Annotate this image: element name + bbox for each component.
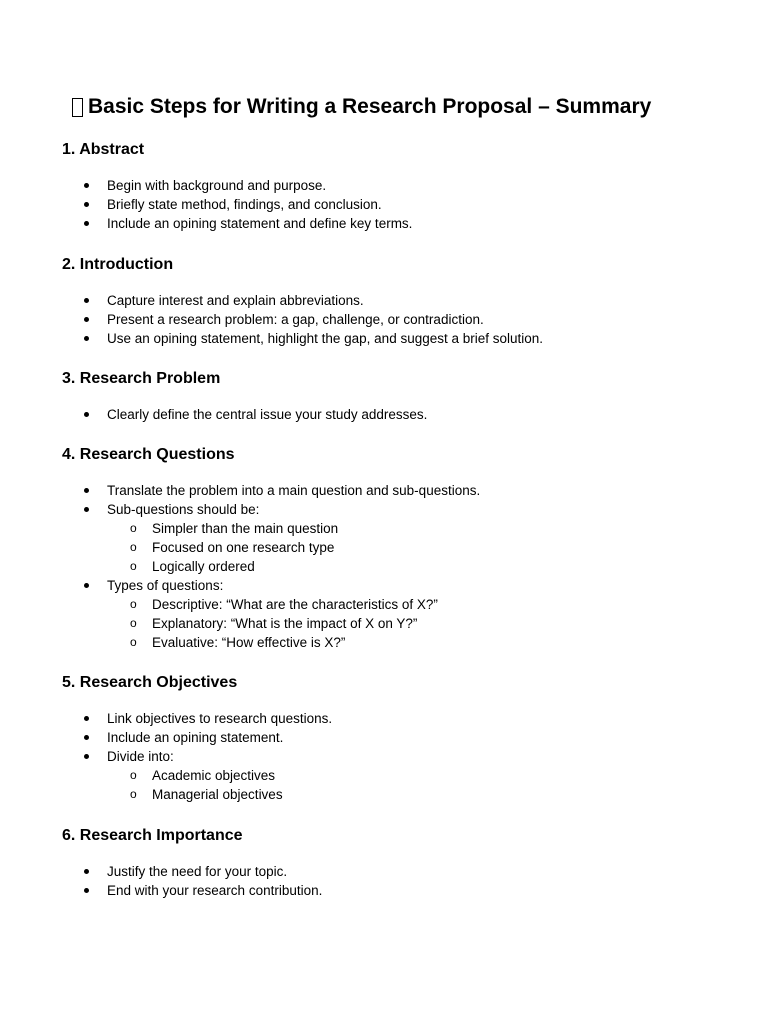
bullet-icon xyxy=(84,488,89,493)
list-item-text: Sub-questions should be: xyxy=(107,502,260,517)
sub-list xyxy=(107,766,722,804)
list-item-text: Briefly state method, findings, and conclusion. xyxy=(107,197,382,212)
list-item-text: Justify the need for your topic. xyxy=(107,864,288,879)
bullet-list xyxy=(62,405,722,424)
sub-list-item xyxy=(107,633,722,652)
section-heading: 5. Research Objectives xyxy=(62,674,238,691)
sub-list-item-text: Descriptive: “What are the characteristics of X?” xyxy=(152,597,438,612)
section-abstract xyxy=(62,140,722,233)
bullet-icon xyxy=(84,583,89,588)
bullet-icon xyxy=(84,735,89,740)
sub-list-item-text: Logically ordered xyxy=(152,559,255,574)
bullet-icon xyxy=(84,888,89,893)
bullet-icon xyxy=(84,298,89,303)
document-title-text: Basic Steps for Writing a Research Proposal – Summary xyxy=(88,95,652,118)
list-item-text: Include an opining statement. xyxy=(107,730,284,745)
hollow-bullet-icon: o xyxy=(130,521,137,535)
section-heading: 6. Research Importance xyxy=(62,827,243,844)
bullet-icon xyxy=(84,221,89,226)
sub-list-item-text: Simpler than the main question xyxy=(152,521,339,536)
section-heading: 2. Introduction xyxy=(62,256,174,273)
sub-list-item xyxy=(107,557,722,576)
list-item xyxy=(62,576,722,652)
bullet-list xyxy=(62,709,722,804)
bullet-icon xyxy=(84,869,89,874)
list-item-text: Include an opining statement and define key terms. xyxy=(107,216,413,231)
bullet-list xyxy=(62,862,722,900)
hollow-bullet-icon: o xyxy=(130,597,137,611)
sub-list-item xyxy=(107,785,722,804)
section-heading: 4. Research Questions xyxy=(62,446,235,463)
bullet-icon xyxy=(84,183,89,188)
bullet-icon xyxy=(84,507,89,512)
list-item xyxy=(62,709,722,728)
section-research-objectives xyxy=(62,673,722,804)
list-item xyxy=(62,862,722,881)
section-research-questions xyxy=(62,445,722,652)
hollow-bullet-icon: o xyxy=(130,635,137,649)
sub-list-item-text: Evaluative: “How effective is X?” xyxy=(152,635,346,650)
list-item xyxy=(62,500,722,576)
list-item-text: Use an opining statement, highlight the gap, and suggest a brief solution. xyxy=(107,331,544,346)
sub-list-item xyxy=(107,614,722,633)
sub-list-item-text: Academic objectives xyxy=(152,768,276,783)
list-item-text: End with your research contribution. xyxy=(107,883,323,898)
sub-list-item-text: Explanatory: “What is the impact of X on Y?” xyxy=(152,616,418,631)
list-item xyxy=(62,747,722,804)
list-item-text: Capture interest and explain abbreviations. xyxy=(107,293,364,308)
sub-list-item-text: Focused on one research type xyxy=(152,540,335,555)
list-item-text: Clearly define the central issue your study addresses. xyxy=(107,407,428,422)
bullet-list xyxy=(62,291,722,348)
list-item xyxy=(62,214,722,233)
list-item xyxy=(62,405,722,424)
bullet-icon xyxy=(84,716,89,721)
sub-list-item xyxy=(107,538,722,557)
section-introduction xyxy=(62,255,722,348)
list-item-text: Translate the problem into a main question and sub-questions. xyxy=(107,483,481,498)
list-item-text: Divide into: xyxy=(107,749,174,764)
section-heading: 1. Abstract xyxy=(62,141,145,158)
bullet-icon xyxy=(84,754,89,759)
sub-list xyxy=(107,519,722,576)
list-item-text: Link objectives to research questions. xyxy=(107,711,333,726)
list-item xyxy=(62,481,722,500)
sub-list xyxy=(107,595,722,652)
list-item-text: Begin with background and purpose. xyxy=(107,178,327,193)
sub-list-item xyxy=(107,519,722,538)
bullet-list xyxy=(62,481,722,652)
sub-list-item-text: Managerial objectives xyxy=(152,787,283,802)
list-item xyxy=(62,176,722,195)
list-item xyxy=(62,291,722,310)
list-item xyxy=(62,310,722,329)
list-item xyxy=(62,329,722,348)
bullet-list xyxy=(62,176,722,233)
section-heading: 3. Research Problem xyxy=(62,370,221,387)
hollow-bullet-icon: o xyxy=(130,787,137,801)
hollow-bullet-icon: o xyxy=(130,540,137,554)
hollow-bullet-icon: o xyxy=(130,768,137,782)
list-item xyxy=(62,195,722,214)
bullet-icon xyxy=(84,336,89,341)
section-research-importance xyxy=(62,826,722,900)
hollow-bullet-icon: o xyxy=(130,559,137,573)
hollow-bullet-icon: o xyxy=(130,616,137,630)
missing-glyph-icon xyxy=(72,98,83,117)
list-item xyxy=(62,728,722,747)
bullet-icon xyxy=(84,202,89,207)
list-item-text: Present a research problem: a gap, challenge, or contradiction. xyxy=(107,312,484,327)
list-item-text: Types of questions: xyxy=(107,578,224,593)
bullet-icon xyxy=(84,412,89,417)
bullet-icon xyxy=(84,317,89,322)
list-item xyxy=(62,881,722,900)
document-title xyxy=(72,94,651,120)
sub-list-item xyxy=(107,595,722,614)
sub-list-item xyxy=(107,766,722,785)
section-research-problem xyxy=(62,369,722,424)
